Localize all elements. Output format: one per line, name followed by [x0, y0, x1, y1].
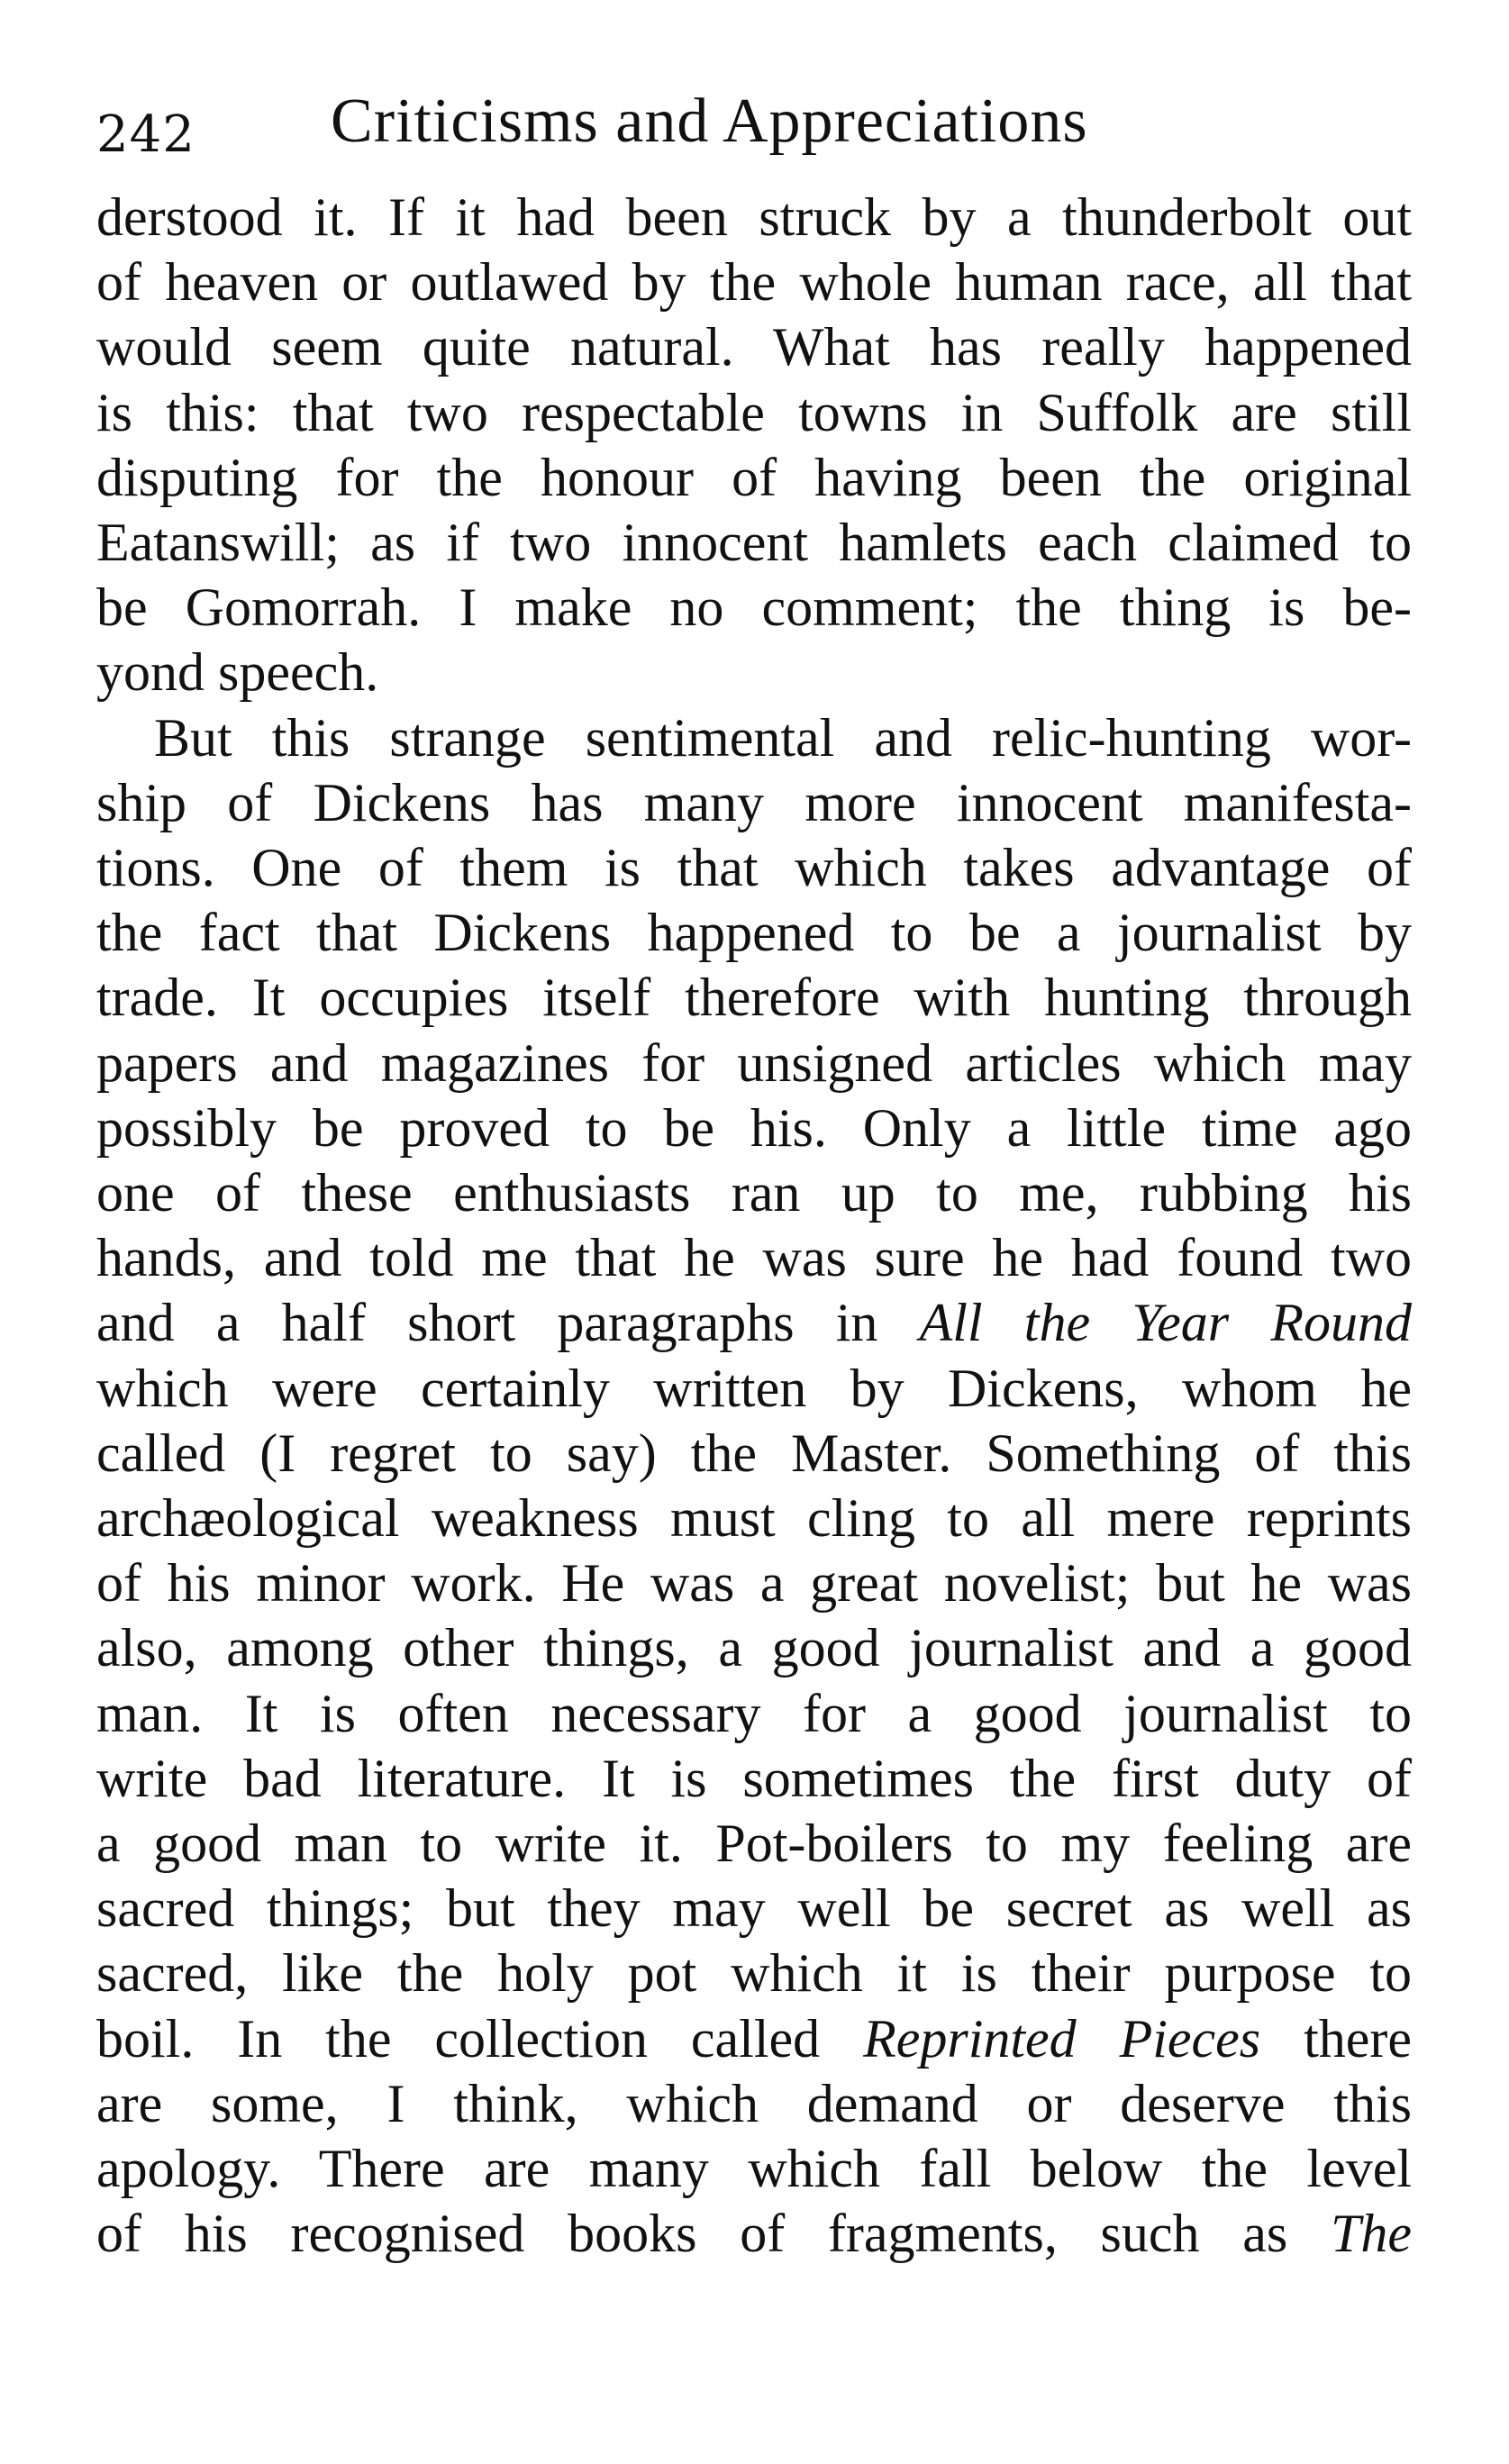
text-line: are some, I think, which demand or deserve this [96, 2073, 1412, 2133]
text-fragment: of his recognised books of fragments, such as [96, 2204, 1288, 2264]
text-line: is this: that two respectable towns in Suffolk are still [96, 382, 1412, 442]
text-line: of heaven or outlawed by the whole human race, all that [96, 252, 1412, 313]
text-line [96, 2201, 1412, 2266]
running-title: Criticisms and Appreciations [331, 86, 1088, 156]
text-line: called (I regret to say) the Master. Something of this [96, 1423, 1412, 1483]
running-head [96, 86, 1412, 185]
text-fragment: boil. In the collection called [96, 2008, 821, 2068]
text-line: also, among other things, a good journalist and a good [96, 1618, 1412, 1678]
text-line: tions. One of them is that which takes advantage of [96, 838, 1412, 898]
text-line: disputing for the honour of having been the original [96, 447, 1412, 507]
text-line [96, 1290, 1412, 1355]
text-line: archæological weakness must cling to all mere reprints [96, 1488, 1412, 1549]
text-line: possibly be proved to be his. Only a little time ago [96, 1097, 1412, 1158]
text-line: yond speech. [96, 642, 379, 703]
text-fragment: and a half short paragraphs in [96, 1293, 878, 1353]
book-page [96, 86, 1412, 2267]
text-line: of his minor work. He was a great novelist; but he was [96, 1553, 1412, 1614]
text-line: write bad literature. It is sometimes the first duty of [96, 1748, 1412, 1808]
text-line: apology. There are many which fall below the level [96, 2139, 1412, 2199]
text-line: hands, and told me that he was sure he had found two [96, 1228, 1412, 1288]
italic-title-all-the-year-round: All the Year Round [919, 1293, 1412, 1353]
text-line: be Gomorrah. I make no comment; the thing is be- [96, 577, 1412, 638]
text-fragment: there [1304, 2008, 1413, 2068]
paragraph-2 [96, 705, 1412, 2267]
text-line: derstood it. If it had been struck by a thunderbolt out [96, 187, 1412, 247]
text-line: Eatanswill; as if two innocent hamlets each claimed to [96, 513, 1412, 573]
page-number: 242 [96, 105, 195, 164]
paragraph-1 [96, 185, 1412, 705]
text-line: papers and magazines for unsigned articles which may [96, 1032, 1412, 1093]
text-line: man. It is often necessary for a good journalist to [96, 1683, 1412, 1743]
text-line: ship of Dickens has many more innocent manifesta- [96, 772, 1412, 832]
text-line: which were certainly written by Dickens, whom he [96, 1358, 1412, 1418]
text-line: trade. It occupies itself therefore with hunting through [96, 968, 1412, 1028]
text-line: sacred things; but they may well be secret as well as [96, 1878, 1412, 1939]
text-line: But this strange sentimental and relic-hunting wor- [154, 707, 1412, 768]
text-line: one of these enthusiasts ran up to me, rubbing his [96, 1163, 1412, 1223]
text-line [96, 2006, 1412, 2071]
body-text [96, 185, 1412, 2267]
text-line: a good man to write it. Pot-boilers to my feeling are [96, 1814, 1412, 1874]
italic-title-fragment: The [1331, 2204, 1412, 2264]
text-line: the fact that Dickens happened to be a journalist by [96, 903, 1412, 963]
text-line: would seem quite natural. What has really happened [96, 317, 1412, 377]
italic-title-reprinted-pieces: Reprinted Pieces [863, 2008, 1261, 2068]
text-line: sacred, like the holy pot which it is their purpose to [96, 1943, 1412, 2004]
